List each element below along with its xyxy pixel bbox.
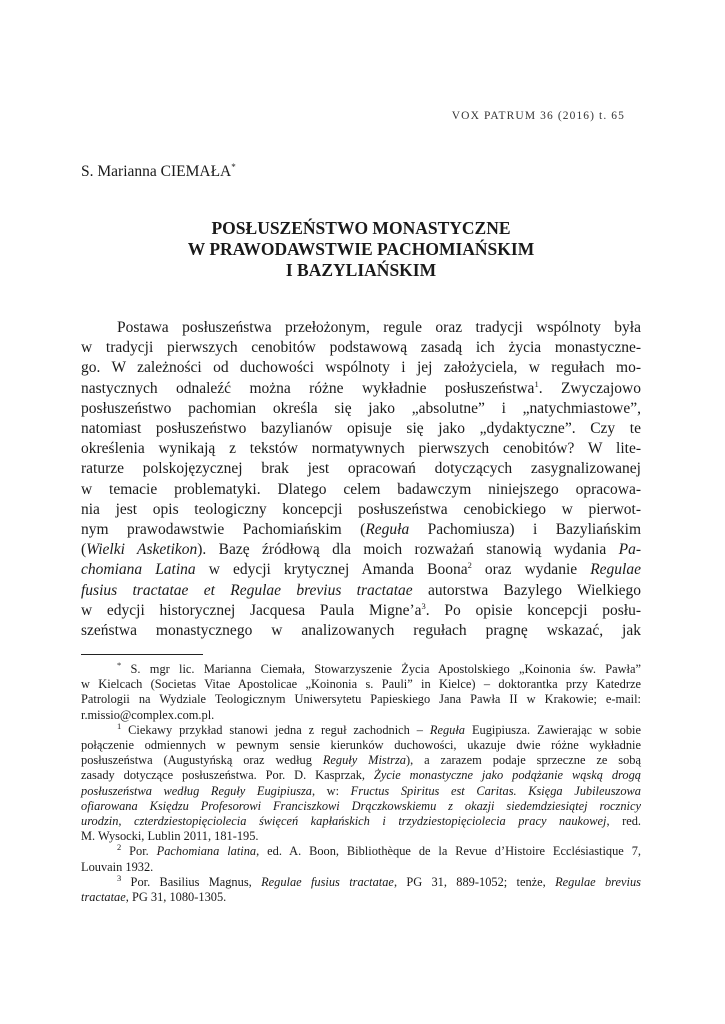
body-line: nia jest opis teologiczny koncepcji posłuszeństwa cenobickiego w pierwot- xyxy=(81,500,641,518)
footnotes xyxy=(81,659,641,905)
footnote-1: $^1$ Ciekawy przykład stanowi jedna z reguł zachodnich – Reguła Eugipiusza. Zawierając w sobie połączenie odmiennych w pewnym sensie kierunków duchowości, ukazuje dwie różne wykładnie posłuszeństwa (Augustyńską oraz według Reguły Mistrza), a zarazem podaje sprzeczne ze sobą zasady dotyczące posłuszeństwa. Por. D. Kasprzak, Życie monastyczne jako podążanie wąską drogą posłuszeństwa według Reguły Eugipiusza, w: Fructus Spiritus est Caritas. Księga Jubileuszowa ofiarowana Księdzu Profesorowi Franciszkowi Drączkowskiemu z okazji siedemdziesiątej rocznicy urodzin, czterdziestopięciolecia święceń kapłańskich i trzydziestopięciolecia pracy naukowej, red. M. Wysocki, Lublin 2011, 181-195. xyxy=(81,720,641,844)
footnote-divider xyxy=(81,654,203,655)
footnote-2: $^2$ Por. Pachomiana latina, ed. A. Boon, Bibliothèque de la Revue d’Histoire Ecclésiastique 7, Louvain 1932. xyxy=(81,842,641,874)
email-text: r.missio@complex.com.pl. xyxy=(81,707,215,722)
title-line: W PRAWODAWSTWIE PACHOMIAŃSKIM xyxy=(187,239,535,259)
footnote-ref[interactable]: 2 xyxy=(467,560,472,571)
title-line: I BAZYLIAŃSKIM xyxy=(285,260,437,280)
article-title xyxy=(81,218,641,281)
body-line: szeństwa monastycznego w analizowanych regułach pragnę wskazać, jak xyxy=(81,622,641,640)
body-line: go. W zależności od duchowości wspólnoty i jej założyciela, w regułach mo- xyxy=(81,359,641,377)
footnote-ref[interactable]: 3 xyxy=(421,600,426,611)
body-line: natomiast posłuszeństwo bazylianów opisuje się jako „dydaktyczne”. Czy te xyxy=(81,420,641,438)
footnote-author: * S. mgr lic. Marianna Ciemała, Stowarzyszenie Życia Apostolskiego „Koinonia św. Pawła” w Kielcach (Societas Vitae Apostolicae „Koinonia s. Pauli” in Kielce) – doktorantka przy Katedrze Patrologii na Wydziale Teologicznym Uniwersytetu Papieskiego Jana Pawła II w Krakowie; e-mail: r.missio@complex.com.pl. xyxy=(81,659,641,722)
body-line: chomiana Latina w edycji krytycznej Amanda Boona$^2$ oraz wydanie Regulae xyxy=(81,560,641,579)
body-line: określenia wynikają z tekstów normatywnych pierwszych cenobitów? W lite- xyxy=(81,440,641,458)
body-line: Postawa posłuszeństwa przełożonym, regule oraz tradycji wspólnoty była xyxy=(117,319,641,336)
body-line: w tradycji pierwszych cenobitów podstawową zasadą ich życia monastyczne- xyxy=(81,339,641,357)
body-paragraph xyxy=(81,318,641,641)
footnote-3: $^3$ Por. Basilius Magnus, Regulae fusius tractatae, PG 31, 889-1052; tenże, Regulae brevius tractatae, PG 31, 1080-1305. xyxy=(81,872,641,905)
body-line: w edycji historycznej Jacquesa Paula $Migne’a^3$. Po opisie koncepcji posłu- xyxy=(81,600,641,619)
title-line: POSŁUSZEŃSTWO MONASTYCZNE xyxy=(211,218,511,238)
author-footnote-mark: * xyxy=(231,161,236,172)
body-line: (Wielki Asketikon). Bazę źródłową dla moich rozważań stanowią wydania Pa- xyxy=(81,541,641,559)
body-line: posłuszeństwo pachomian określa się jako „absolutne” i „natychmiastowe”, xyxy=(81,399,641,417)
footnote-ref[interactable]: 1 xyxy=(534,378,539,389)
body-line: nastycznych odnaleźć można różne wykładnie posłuszeństwa$^1$. Zwyczajowo xyxy=(81,378,641,397)
body-line: w temacie problematyki. Dlatego celem badawczym niniejszego opracowa- xyxy=(81,480,641,498)
body-line: nym prawodawstwie Pachomiańskim (Reguła Pachomiusza) i Bazyliańskim xyxy=(81,521,641,539)
body-line: fusius tractatae et Regulae brevius tractatae autorstwa Bazylego Wielkiego xyxy=(81,581,641,599)
running-head: VOX PATRUM 36 (2016) t. 65 xyxy=(451,110,625,122)
body-line: raturze polskojęzycznej brak jest opracowań dotyczących zasygnalizowanej xyxy=(81,460,641,478)
author-name: S. Marianna CIEMAŁA* xyxy=(81,161,236,180)
